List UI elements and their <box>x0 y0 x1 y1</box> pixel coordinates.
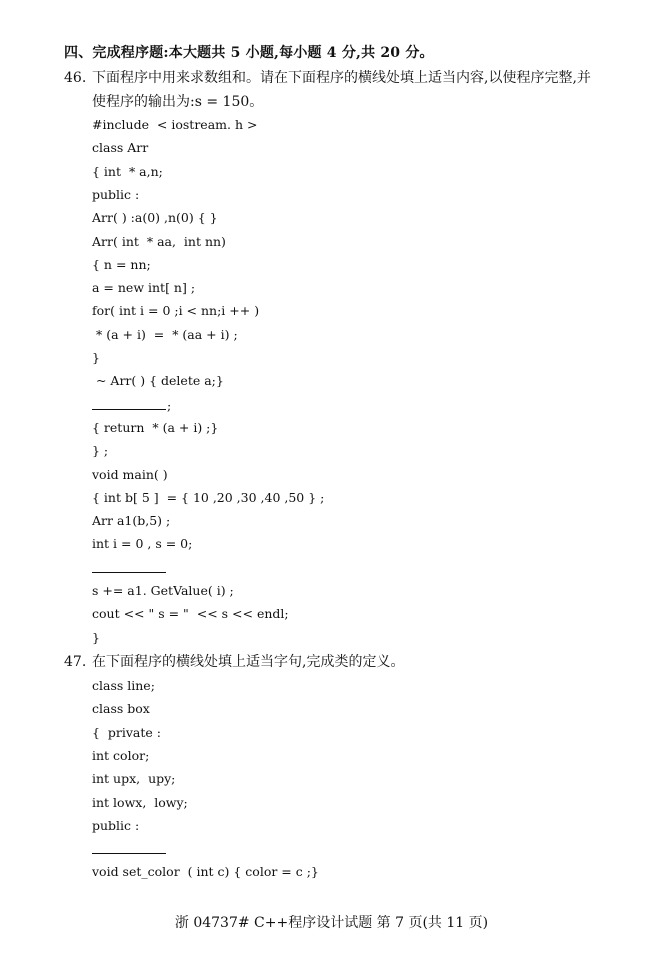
code-text: int color; <box>92 747 150 763</box>
code-line <box>92 208 218 228</box>
question-46-text-line1: 下面程序中用来求数组和。请在下面程序的横线处填上适当内容,以使程序完整,并 <box>92 70 591 86</box>
code-line <box>92 371 224 391</box>
section-heading: 四、完成程序题:本大题共 5 小题,每小题 4 分,共 20 分。 <box>64 45 434 61</box>
question-46-number: 46. <box>64 70 87 86</box>
answer-blank[interactable] <box>92 839 166 854</box>
code-line <box>92 816 139 836</box>
code-text: class box <box>92 701 150 717</box>
question-47-line1 <box>64 650 634 674</box>
code-text: ~ Arr( ) { delete a;} <box>92 373 224 389</box>
code-text: { n = nn; <box>92 256 151 272</box>
answer-blank[interactable] <box>92 558 166 573</box>
code-text: for( int i = 0 ;i < nn;i ++ ) <box>92 303 260 319</box>
fill-in-blank-line <box>92 395 171 415</box>
code-line <box>92 488 324 508</box>
code-line <box>92 723 161 743</box>
code-line <box>92 255 151 275</box>
code-text: } <box>92 350 100 365</box>
fill-in-blank-line <box>92 558 167 578</box>
code-text: { private : <box>92 724 161 740</box>
code-line <box>92 278 195 298</box>
code-text: { return * (a + i) ;} <box>92 419 219 435</box>
code-text: a = new int[ n] ; <box>92 280 196 296</box>
code-line <box>92 162 163 182</box>
code-text: * (a + i) = * (aa + i) ; <box>92 326 238 342</box>
code-line <box>92 676 155 696</box>
code-text: int upx, upy; <box>92 771 176 787</box>
code-line <box>92 511 170 531</box>
page-footer: 浙 04737# C++程序设计试题 第 7 页(共 11 页) <box>174 915 489 931</box>
code-line <box>92 604 289 624</box>
code-text: public : <box>92 817 140 833</box>
code-text: ; <box>167 397 172 413</box>
code-text: s += a1. GetValue( i) ; <box>92 583 234 598</box>
code-text: class line; <box>92 678 155 693</box>
code-line <box>92 699 150 719</box>
code-text: void set_color ( int c) { color = c ;} <box>92 864 319 880</box>
code-text: } ; <box>92 443 109 459</box>
code-line <box>92 769 175 789</box>
question-47-text-line1: 在下面程序的横线处填上适当字句,完成类的定义。 <box>92 654 405 670</box>
code-line <box>92 325 238 345</box>
code-line <box>92 441 108 461</box>
code-line <box>92 232 226 252</box>
code-text: #include < iostream. h > <box>92 117 258 132</box>
code-line <box>92 115 257 135</box>
code-line <box>92 534 192 554</box>
code-line <box>92 185 139 205</box>
question-47-prompt <box>64 650 634 674</box>
fill-in-blank-line <box>92 839 167 859</box>
code-text: } <box>92 629 100 645</box>
code-line <box>92 465 168 485</box>
code-line <box>92 793 188 813</box>
code-line <box>92 581 234 601</box>
code-text: int i = 0 , s = 0; <box>92 536 193 552</box>
answer-blank[interactable] <box>92 395 166 410</box>
code-text: public : <box>92 186 140 202</box>
code-text: Arr a1(b,5) ; <box>92 513 171 529</box>
code-line <box>92 862 319 882</box>
question-46-prompt <box>64 66 634 114</box>
question-47-number: 47. <box>64 654 87 670</box>
code-text: void main( ) <box>92 466 168 482</box>
code-line <box>92 138 148 158</box>
code-line <box>92 628 100 648</box>
code-text: cout << " s = " << s << endl; <box>92 606 289 622</box>
question-46-text-line2: 使程序的输出为:s = 150。 <box>92 94 264 110</box>
code-line <box>92 301 259 321</box>
code-text: { int * a,n; <box>92 163 163 179</box>
code-text: { int b[ 5 ] = { 10 ,20 ,30 ,40 ,50 } ; <box>92 489 325 505</box>
question-46-line1 <box>64 66 634 90</box>
code-text: Arr( int * aa, int nn) <box>92 233 226 249</box>
code-text: class Arr <box>92 140 149 156</box>
code-text: int lowx, lowy; <box>92 794 188 810</box>
code-text: Arr( ) :a(0) ,n(0) { } <box>92 210 218 226</box>
code-line <box>92 746 149 766</box>
code-line <box>92 348 100 368</box>
code-line <box>92 418 218 438</box>
